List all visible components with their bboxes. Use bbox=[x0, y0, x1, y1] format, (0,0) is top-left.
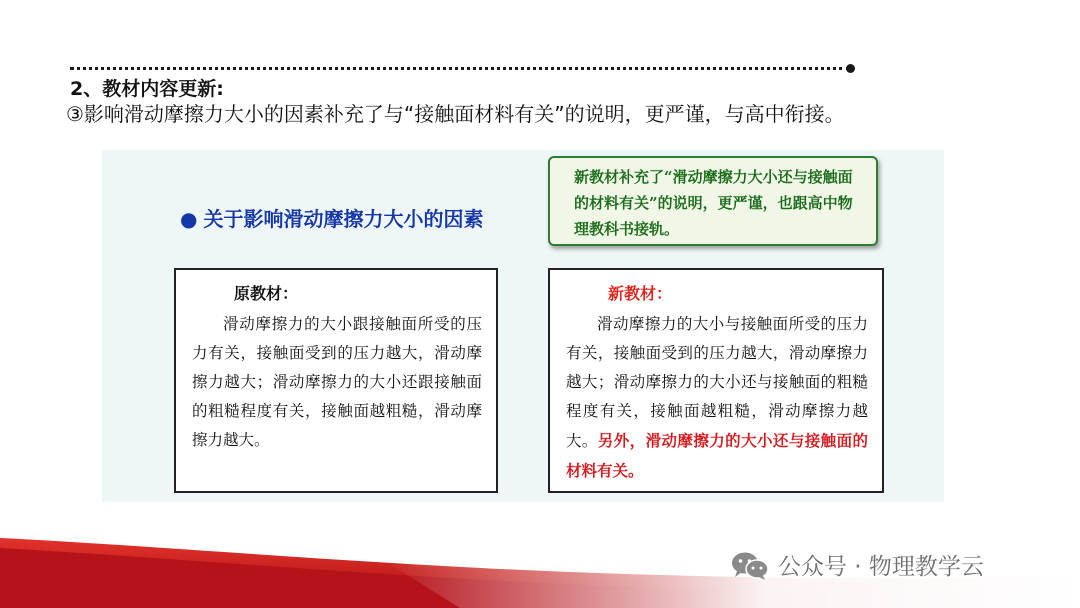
new-textbook-text bbox=[550, 310, 882, 486]
wechat-icon bbox=[730, 550, 770, 580]
topic-text: 关于影响滑动摩擦力大小的因素 bbox=[203, 207, 484, 231]
topic-title bbox=[180, 203, 483, 232]
new-textbook-box bbox=[548, 268, 884, 493]
dotted-divider bbox=[70, 67, 850, 70]
brand-text: 公众号 · 物理教学云 bbox=[778, 554, 984, 580]
divider-end-dot bbox=[846, 64, 855, 73]
old-textbook-title: 原教材： bbox=[234, 284, 299, 303]
section-subline: ③影响滑动摩擦力大小的因素补充了与“接触面材料有关”的说明，更严谨，与高中衔接。 bbox=[66, 102, 845, 126]
update-note: 新教材补充了“滑动摩擦力大小还与接触面的材料有关”的说明，更严谨，也跟高中物理教科书接轨。 bbox=[548, 156, 878, 246]
footer-brand bbox=[730, 548, 984, 581]
old-textbook-box bbox=[174, 268, 498, 493]
new-textbook-highlight: 另外，滑动摩擦力的大小还与接触面的材料有关。 bbox=[566, 431, 868, 480]
old-textbook-text: 滑动摩擦力的大小跟接触面所受的压力有关，接触面受到的压力越大，滑动摩擦力越大；滑动摩擦力的大小还跟接触面的粗糙程度有关，接触面越粗糙，滑动摩擦力越大。 bbox=[192, 315, 482, 449]
new-textbook-body: 滑动摩擦力的大小与接触面所受的压力有关，接触面受到的压力越大，滑动摩擦力越大；滑动摩擦力的大小还与接触面的粗糙程度有关，接触面越粗糙，滑动摩擦力越大。 bbox=[566, 315, 868, 450]
new-textbook-title: 新教材： bbox=[608, 284, 673, 303]
section-heading: 2、教材内容更新: bbox=[70, 78, 224, 100]
bullet-icon: ● bbox=[180, 207, 198, 231]
